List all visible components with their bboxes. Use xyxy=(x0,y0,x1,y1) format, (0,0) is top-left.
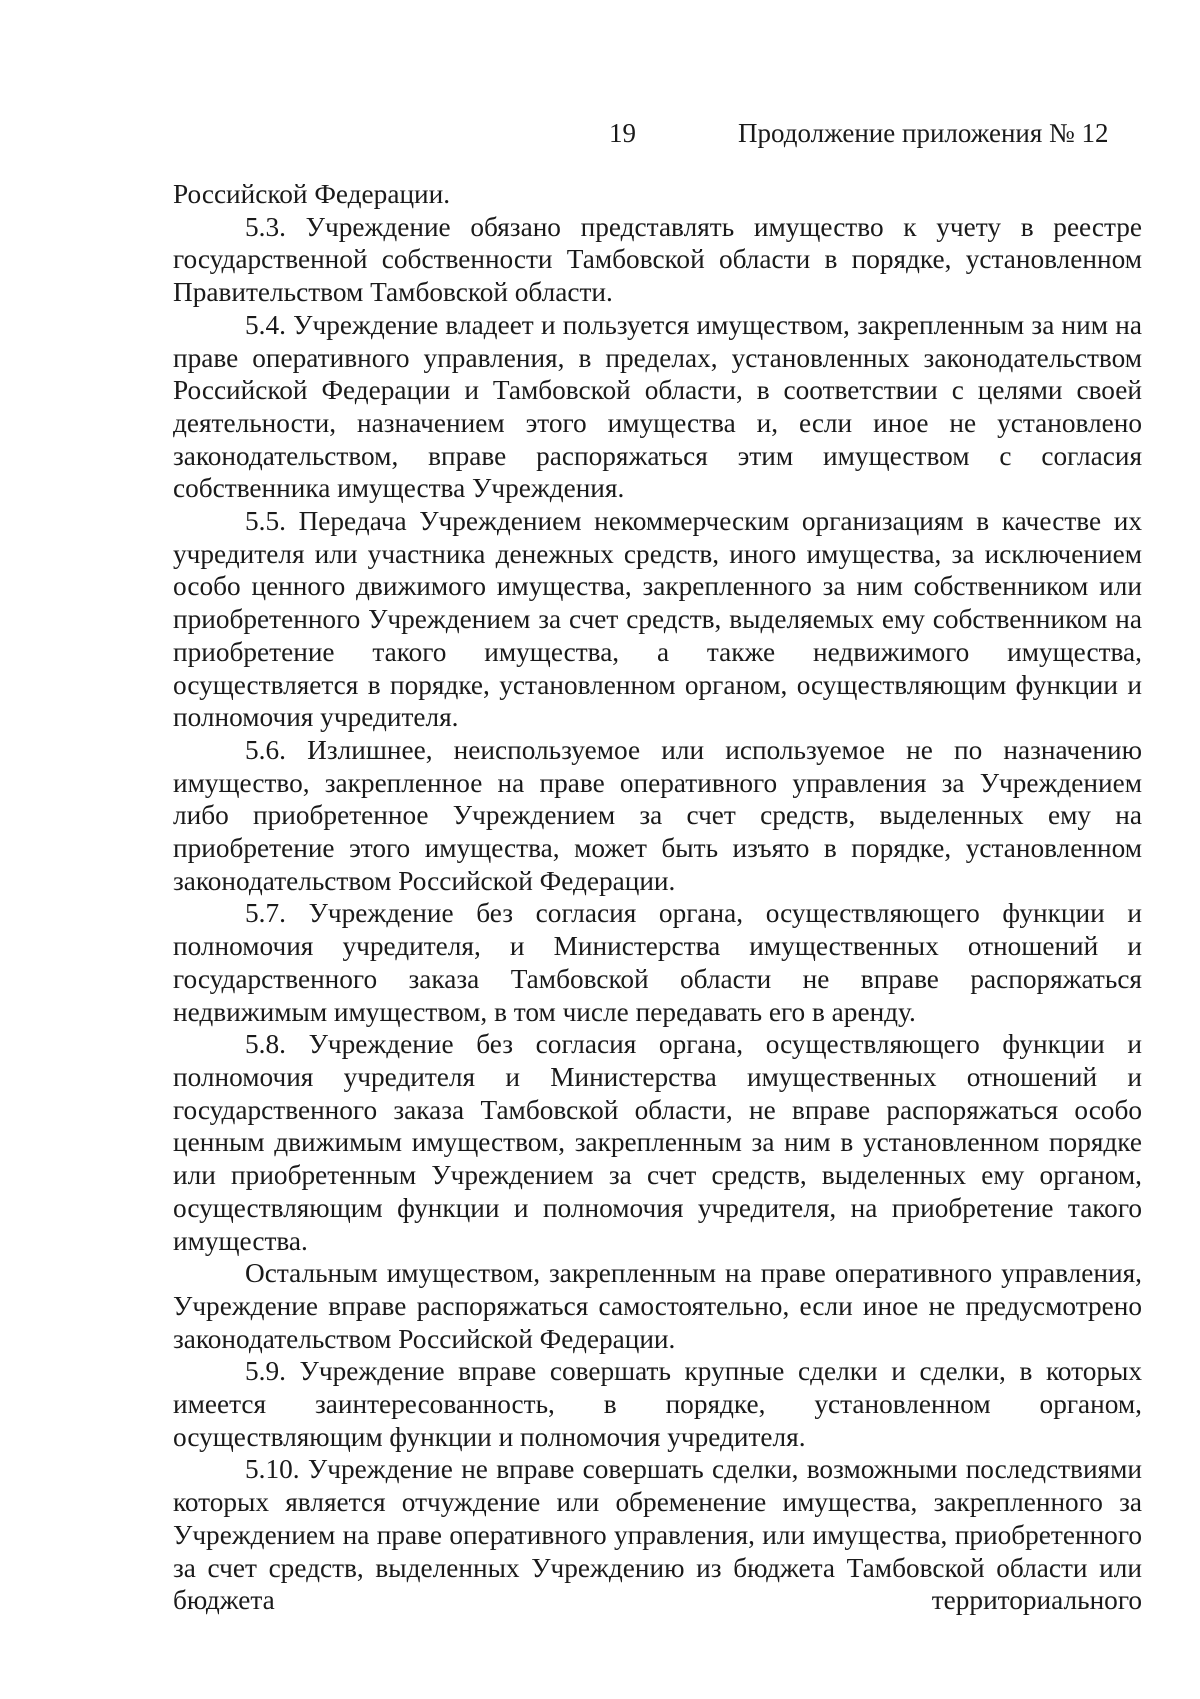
paragraph-5-8: 5.8. Учреждение без согласия органа, осуществляющего функции и полномочия учредителя и Министерства имущественных отношений и государственного заказа Тамбовской области, не вправе распоряжаться особо ценным движимым имуществом, закрепленным за ним в установленном порядке или приобретенным Учреждением за счет средств, выделенных ему органом, осуществляющим функции и полномочия учредителя, на приобретение такого имущества. xyxy=(173,1029,1142,1256)
paragraph-5-3: 5.3. Учреждение обязано представлять имущество к учету в реестре государственной собственности Тамбовской области в порядке, установленном Правительством Тамбовской области. xyxy=(173,211,1142,308)
appendix-continuation-label: Продолжение приложения № 12 xyxy=(738,118,1109,148)
page-header xyxy=(0,116,1200,150)
paragraph-5-6: 5.6. Излишнее, неиспользуемое или используемое не по назначению имущество, закрепленное на праве оперативного управления за Учреждением либо приобретенное Учреждением за счет средств, выделенных ему на приобретение этого имущества, может быть изъято в порядке, установленном законодательством Российской Федерации. xyxy=(173,734,1142,896)
document-body xyxy=(173,178,1142,1617)
paragraph-5-9: 5.9. Учреждение вправе совершать крупные сделки и сделки, в которых имеется заинтересованность, в порядке, установленном органом, осуществляющим функции и полномочия учредителя. xyxy=(173,1356,1142,1452)
paragraph-5-5: 5.5. Передача Учреждением некоммерческим организациям в качестве их учредителя или участника денежных средств, иного имущества, за исключением особо ценного движимого имущества, закрепленного за ним собственником или приобретенного Учреждением за счет средств, выделяемых ему собственником на приобретение такого имущества, а также недвижимого имущества, осуществляется в порядке, установленном органом, осуществляющим функции и полномочия учредителя. xyxy=(173,506,1142,733)
paragraph-continuation: Российской Федерации. xyxy=(173,179,451,209)
paragraph-5-4: 5.4. Учреждение владеет и пользуется имуществом, закрепленным за ним на праве оперативного управления, в пределах, установленных законодательством Российской Федерации и Тамбовской области, в соответствии с целями своей деятельности, назначением этого имущества и, если иное не установлено законодательством, вправе распоряжаться этим имуществом с согласия собственника имущества Учреждения. xyxy=(173,309,1142,504)
paragraph-5-7: 5.7. Учреждение без согласия органа, осуществляющего функции и полномочия учредителя, и Министерства имущественных отношений и государственного заказа Тамбовской области не вправе распоряжаться недвижимым имуществом, в том числе передавать его в аренду. xyxy=(173,898,1142,1027)
paragraph-5-10: 5.10. Учреждение не вправе совершать сделки, возможными последствиями которых является отчуждение или обременение имущества, закрепленного за Учреждением на праве оперативного управления, или имущества, приобретенного за счет средств, выделенных Учреждению из бюджета Тамбовской области или бюджета территориального xyxy=(173,1454,1142,1616)
page-number: 19 xyxy=(609,118,636,148)
paragraph-5-8-other-property: Остальным имуществом, закрепленным на праве оперативного управления, Учреждение вправе распоряжаться самостоятельно, если иное не предусмотрено законодательством Российской Федерации. xyxy=(173,1258,1142,1354)
